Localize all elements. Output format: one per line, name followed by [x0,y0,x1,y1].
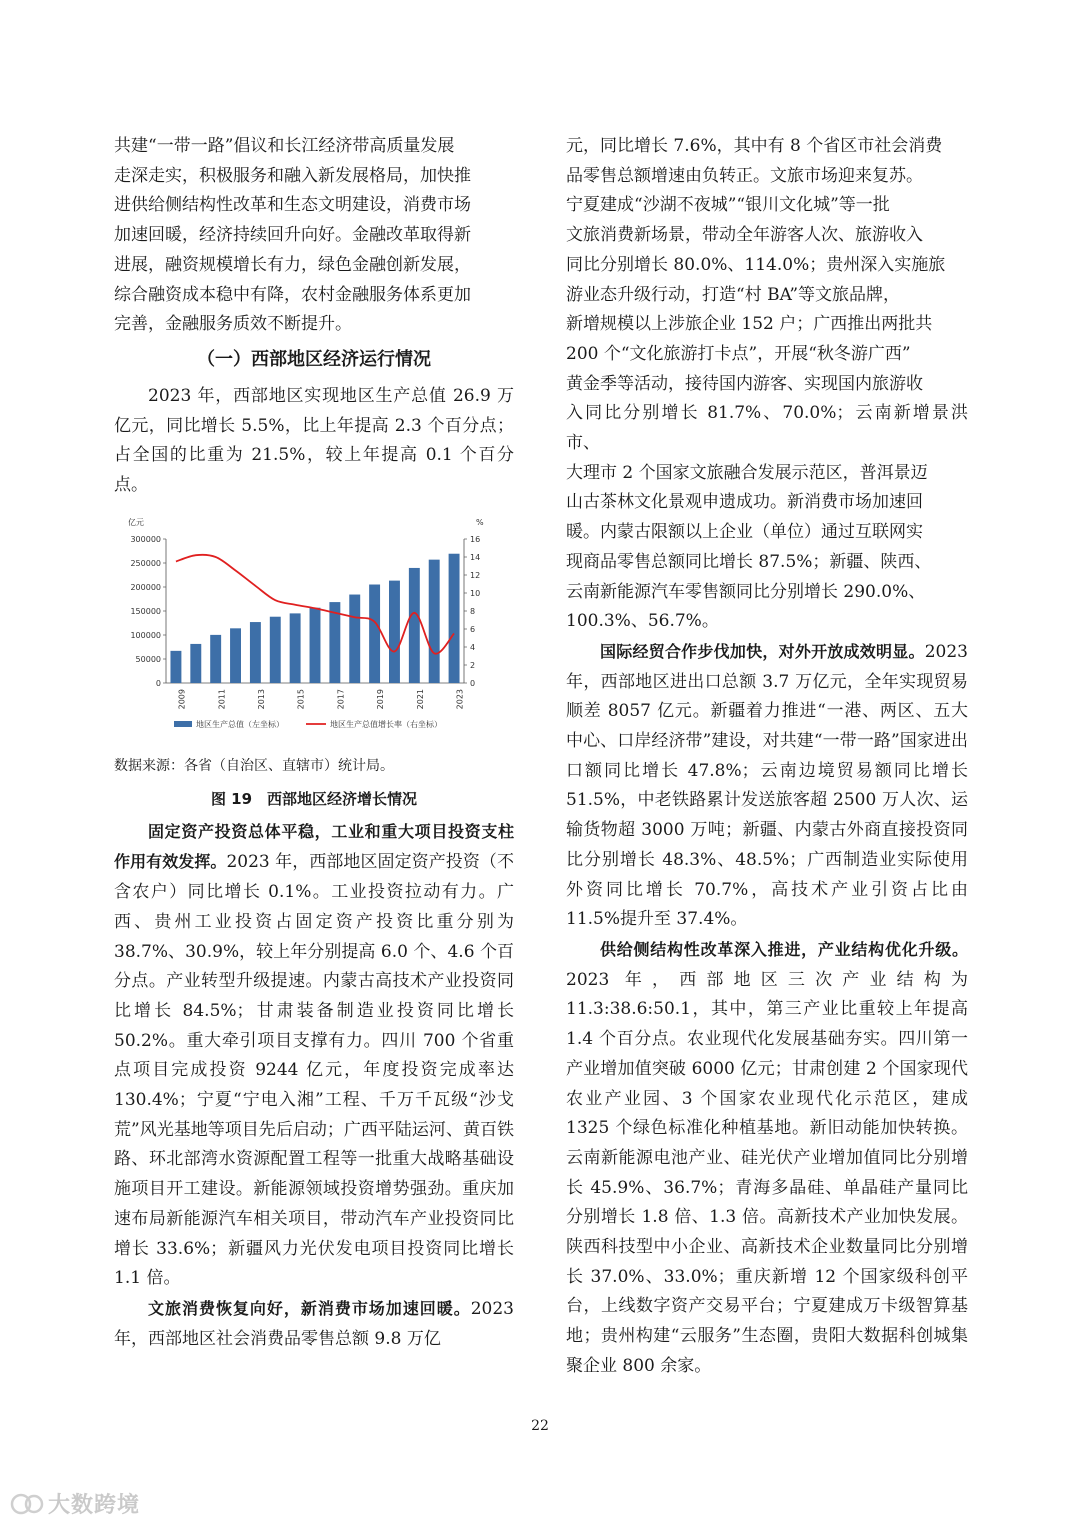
figure-caption: 图 19 西部地区经济增长情况 [210,789,418,808]
right-axis-unit: % [476,517,484,527]
text-line: 共建“一带一路”倡议和长江经济带高质量发展 [114,136,455,156]
text-line: 现商品零售总额同比增长 87.5%；新疆、陕西、 [566,551,932,572]
paragraph-lead: 国际经贸合作步伐加快，对外开放成效明显。 [600,641,925,661]
gdp-chart-svg [114,513,514,743]
text-line: 同比分别增长 80.0%、114.0%；贵州深入实施旅 [566,254,946,275]
left-column [114,132,514,1354]
text-line: 元，同比增长 7.6%，其中有 8 个省区市社会消费 [566,136,943,156]
x-tick-label-2021: 2021 [415,688,425,710]
right-tick-label: 8 [470,606,476,616]
bar-2023 [449,553,460,682]
right-tick-label: 0 [470,678,476,688]
text-line: 完善，金融服务质效不断提升。 [114,314,352,335]
paragraph-lead: 固定资产投资总体平稳，工业和重大项目投资支柱作用有效发挥。 [114,821,514,872]
x-tick-label-2013: 2013 [256,688,266,710]
watermark-logo-icon [10,1492,44,1516]
left-tick-label: 150000 [130,606,161,616]
text-line: 宁夏建成“沙湖不夜城”“银川文化城”等一批 [566,195,890,216]
left-tick-label: 50000 [135,654,161,664]
right-column [566,132,968,1382]
text-line: 200 个“文化旅游打卡点”，开展“秋冬游广西” [566,343,911,364]
right-tick-label: 12 [470,570,481,580]
right-tick-label: 6 [470,624,476,634]
text-line: 入同比分别增长 81.7%、70.0%；云南新增景洪市、 [566,403,968,454]
bar-2021 [409,568,420,683]
legend-label-line: 地区生产总值增长率（右坐标） [330,719,442,729]
text-line: 大理市 2 个国家文旅融合发展示范区，普洱景迈 [566,462,928,483]
legend-swatch-bar [174,721,192,727]
legend-label-bar: 地区生产总值（左坐标） [196,719,284,729]
page-number: 22 [531,1418,549,1434]
x-tick-label-2009: 2009 [177,688,187,710]
right-tick-label: 14 [470,552,481,562]
x-tick-label-2019: 2019 [376,688,386,710]
left-tick-label: 0 [155,678,161,688]
left-tick-label: 200000 [130,582,161,592]
text-line: 进供给侧结构性改革和生态文明建设，消费市场 [114,195,471,216]
watermark [10,1488,140,1519]
right-tick-label: 4 [470,642,476,652]
left-paragraph-3 [114,817,514,1294]
bar-2013 [250,622,261,683]
left-tick-label: 250000 [130,558,161,568]
text-line: 暖。内蒙古限额以上企业（单位）通过互联网实 [566,522,923,543]
left-tick-label: 300000 [130,534,161,544]
gdp-chart [114,513,514,743]
right-paragraph-1 [566,132,968,637]
x-tick-label-2023: 2023 [455,688,465,710]
left-paragraph-4 [114,1294,514,1354]
left-tick-label: 100000 [130,630,161,640]
text-line: 新增规模以上涉旅企业 152 户；广西推出两批共 [566,314,933,335]
bar-2009 [170,651,181,683]
text-line: 100.3%、56.7%。 [566,611,719,632]
paragraph-body: 2023 年，西部地区进出口总额 3.7 万亿元，全年实现贸易顺差 8057 亿元。新疆着力推进“一港、两区、五大中心、口岸经济带”建设，对共建“一带一路”国家进出口额同比增长 47.8%；云南边境贸易额同比增长 51.5%，中老铁路累计发送旅客超 2500 万人次、运输货物超 3000 万吨；新疆、内蒙古外商直接投资同比分别增长 48.3%、48.5%；广西制造业实际使用外资同比增长 70.7%，高技术产业引资占比由 11.5%提升至 37.4%。 [566,641,968,930]
paragraph-body: 2023 年，西部地区三次产业结构为 11.3:38.6:50.1，其中，第三产业比重较上年提高 1.4 个百分点。农业现代化发展基础夯实。四川第一产业增加值突破 6000 亿元；甘肃创建 2 个国家现代农业产业园、3 个国家农业现代化示范区，建成 1325 个绿色标准化种植基地。新旧动能加快转换。云南新能源电池产业、硅光伏产业增加值同比分别增长 45.9%、36.7%；青海多晶硅、单晶硅产量同比分别增长 1.8 倍、1.3 倍。高新技术产业加快发展。陕西科技型中小企业、高新技术企业数量同比分别增长 37.0%、33.0%；重庆新增 12 个国家级科创平台，上线数字资产交易平台；宁夏建成万卡级智算基地；贵州构建“云服务”生态圈，贵阳大数据科创城集聚企业 800 余家。 [566,969,968,1376]
right-tick-label: 2 [470,660,476,670]
watermark-text: 大数跨境 [48,1493,141,1518]
paragraph-lead: 供给侧结构性改革深入推进，产业结构优化升级。 [600,939,968,959]
x-tick-label-2015: 2015 [296,688,306,710]
x-tick-label-2011: 2011 [217,688,227,710]
bar-2014 [270,616,281,682]
text-line: 黄金季等活动，接待国内游客、实现国内旅游收 [566,373,923,394]
right-paragraph-3 [566,935,968,1382]
left-axis-unit: 亿元 [128,517,144,527]
text-line: 综合融资成本稳中有降，农村金融服务体系更加 [114,284,471,305]
x-tick-label-2017: 2017 [336,688,346,710]
left-paragraph-2: 2023 年，西部地区实现地区生产总值 26.9 万亿元，同比增长 5.5%，比上年提高 2.3 个百分点；占全国的比重为 21.5%，较上年提高 0.1 个百分点。 [114,385,514,496]
bar-2019 [369,584,380,682]
paragraph-lead: 文旅消费恢复向好，新消费市场加速回暖。 [148,1298,471,1318]
right-paragraph-2 [566,637,968,935]
bar-2010 [190,644,201,683]
data-source: 数据来源：各省（自治区、直辖市）统计局。 [114,757,394,774]
bar-2018 [349,594,360,682]
text-line: 加速回暖，经济持续回升向好。金融改革取得新 [114,225,471,246]
bar-2022 [429,559,440,682]
paragraph-body: 2023 年，西部地区社会消费品零售总额 9.8 万亿 [114,1298,514,1349]
right-tick-label: 16 [470,534,481,544]
right-tick-label: 10 [470,588,481,598]
text-line: 山古茶林文化景观申遗成功。新消费市场加速回 [566,492,923,513]
text-line: 进展，融资规模增长有力，绿色金融创新发展， [114,254,471,275]
bar-2020 [389,580,400,682]
text-line: 游业态升级行动，打造“村 BA”等文旅品牌， [566,284,901,305]
bar-2011 [210,635,221,683]
bar-2015 [290,613,301,683]
paragraph-body: 2023 年，西部地区固定资产投资（不含农户）同比增长 0.1%。工业投资拉动有力。广西、贵州工业投资占固定资产投资比重分别为 38.7%、30.9%，较上年分别提高 6.0 个、4.6 个百分点。产业转型升级提速。内蒙古高技术产业投资同比增长 84.5%；甘肃装备制造业投资同比增长 50.2%。重大牵引项目支撑有力。四川 700 个省重点项目完成投资 9244 亿元，年度投资完成率达 130.4%；宁夏“宁电入湘”工程、千万千瓦级“沙戈荒”风光基地等项目先后启动；广西平陆运河、黄百铁路、环北部湾水资源配置工程等一批重大战略基础设施项目开工建设。新能源领域投资增势强劲。重庆加速布局新能源汽车相关项目，带动汽车产业投资同比增长 33.6%；新疆风力光伏发电项目投资同比增长 1.1 倍。 [114,852,514,1289]
text-line: 品零售总额增速由负转正。文旅市场迎来复苏。 [566,165,923,186]
bar-2012 [230,628,241,683]
bar-2016 [310,607,321,682]
text-line: 走深走实，积极服务和融入新发展格局，加快推 [114,165,471,186]
text-line: 云南新能源汽车零售额同比分别增长 290.0%、 [566,581,926,602]
left-paragraph-1 [114,132,514,340]
section-heading: （一）西部地区经济运行情况 [197,348,431,370]
text-line: 文旅消费新场景，带动全年游客人次、旅游收入 [566,225,923,246]
